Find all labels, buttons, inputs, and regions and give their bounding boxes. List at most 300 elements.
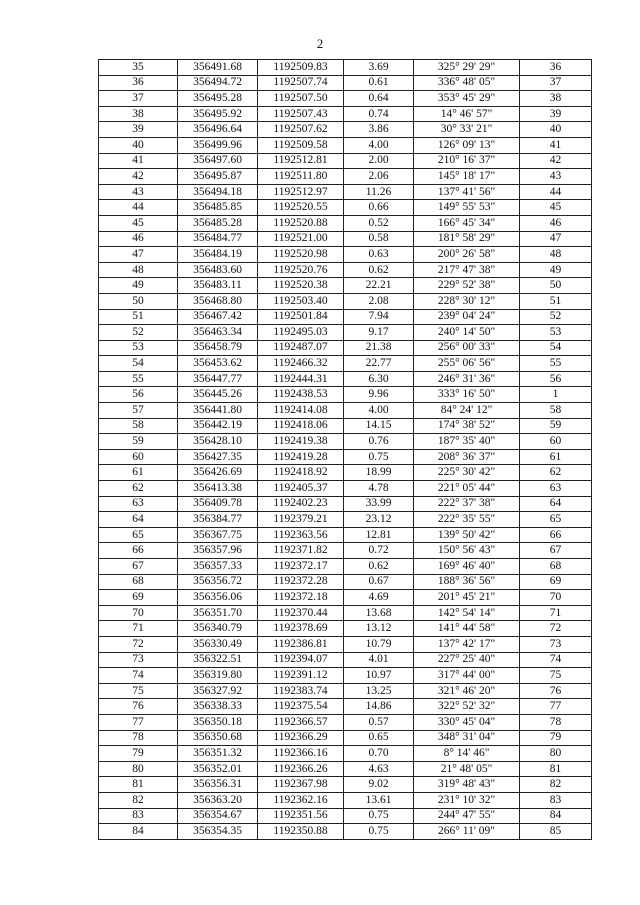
cell-x-coordinate: 356350.18	[178, 714, 258, 730]
cell-distance: 0.63	[344, 247, 414, 263]
table-row	[99, 325, 592, 341]
cell-x-coordinate: 356322.51	[178, 652, 258, 668]
cell-bearing: 169° 46' 40"	[414, 559, 520, 575]
cell-bearing: 231° 10' 32"	[414, 792, 520, 808]
cell-next-point: 63	[520, 481, 592, 497]
cell-x-coordinate: 356427.35	[178, 449, 258, 465]
cell-x-coordinate: 356495.92	[178, 106, 258, 122]
cell-x-coordinate: 356495.87	[178, 169, 258, 185]
table-row	[99, 387, 592, 403]
cell-next-point: 59	[520, 418, 592, 434]
table-row	[99, 481, 592, 497]
cell-next-point: 49	[520, 262, 592, 278]
cell-next-point: 62	[520, 465, 592, 481]
cell-distance: 2.08	[344, 293, 414, 309]
cell-point-number: 60	[99, 449, 178, 465]
cell-y-coordinate: 1192378.69	[258, 621, 344, 637]
cell-y-coordinate: 1192418.92	[258, 465, 344, 481]
cell-x-coordinate: 356354.67	[178, 808, 258, 824]
table-row	[99, 278, 592, 294]
cell-y-coordinate: 1192366.16	[258, 746, 344, 762]
cell-point-number: 42	[99, 169, 178, 185]
table-row	[99, 200, 592, 216]
cell-x-coordinate: 356351.70	[178, 605, 258, 621]
cell-bearing: 221° 05' 44"	[414, 481, 520, 497]
cell-y-coordinate: 1192371.82	[258, 543, 344, 559]
cell-bearing: 321° 46' 20"	[414, 683, 520, 699]
cell-point-number: 61	[99, 465, 178, 481]
cell-x-coordinate: 356351.32	[178, 746, 258, 762]
cell-point-number: 59	[99, 434, 178, 450]
cell-y-coordinate: 1192370.44	[258, 605, 344, 621]
cell-point-number: 38	[99, 106, 178, 122]
cell-bearing: 208° 36' 37"	[414, 449, 520, 465]
cell-point-number: 58	[99, 418, 178, 434]
cell-bearing: 150° 56' 43"	[414, 543, 520, 559]
cell-bearing: 188° 36' 56"	[414, 574, 520, 590]
cell-bearing: 187° 35' 40"	[414, 434, 520, 450]
cell-y-coordinate: 1192372.18	[258, 590, 344, 606]
cell-point-number: 80	[99, 761, 178, 777]
cell-point-number: 56	[99, 387, 178, 403]
cell-bearing: 239° 04' 24"	[414, 309, 520, 325]
cell-bearing: 217° 47' 38"	[414, 262, 520, 278]
cell-y-coordinate: 1192362.16	[258, 792, 344, 808]
table-row	[99, 683, 592, 699]
cell-next-point: 54	[520, 340, 592, 356]
cell-bearing: 229° 52' 38"	[414, 278, 520, 294]
cell-next-point: 39	[520, 106, 592, 122]
cell-distance: 4.00	[344, 137, 414, 153]
cell-distance: 0.57	[344, 714, 414, 730]
cell-x-coordinate: 356484.19	[178, 247, 258, 263]
table-row	[99, 449, 592, 465]
cell-point-number: 77	[99, 714, 178, 730]
cell-bearing: 166° 45' 34"	[414, 215, 520, 231]
cell-next-point: 52	[520, 309, 592, 325]
cell-y-coordinate: 1192366.29	[258, 730, 344, 746]
cell-next-point: 51	[520, 293, 592, 309]
cell-bearing: 266° 11' 09"	[414, 824, 520, 840]
cell-next-point: 71	[520, 605, 592, 621]
table-row	[99, 605, 592, 621]
cell-y-coordinate: 1192372.17	[258, 559, 344, 575]
cell-bearing: 141° 44' 58"	[414, 621, 520, 637]
cell-bearing: 325° 29' 29"	[414, 60, 520, 76]
cell-y-coordinate: 1192366.57	[258, 714, 344, 730]
cell-y-coordinate: 1192507.62	[258, 122, 344, 138]
cell-distance: 22.77	[344, 356, 414, 372]
cell-x-coordinate: 356468.80	[178, 293, 258, 309]
cell-point-number: 40	[99, 137, 178, 153]
cell-x-coordinate: 356458.79	[178, 340, 258, 356]
cell-y-coordinate: 1192350.88	[258, 824, 344, 840]
cell-y-coordinate: 1192419.28	[258, 449, 344, 465]
cell-point-number: 84	[99, 824, 178, 840]
cell-distance: 10.97	[344, 668, 414, 684]
cell-y-coordinate: 1192507.74	[258, 75, 344, 91]
cell-next-point: 40	[520, 122, 592, 138]
cell-point-number: 55	[99, 371, 178, 387]
cell-bearing: 255° 06' 56"	[414, 356, 520, 372]
cell-x-coordinate: 356491.68	[178, 60, 258, 76]
cell-x-coordinate: 356384.77	[178, 512, 258, 528]
cell-y-coordinate: 1192501.84	[258, 309, 344, 325]
cell-distance: 10.79	[344, 636, 414, 652]
cell-next-point: 72	[520, 621, 592, 637]
cell-x-coordinate: 356413.38	[178, 481, 258, 497]
cell-bearing: 228° 30' 12"	[414, 293, 520, 309]
cell-x-coordinate: 356426.69	[178, 465, 258, 481]
cell-bearing: 246° 31' 36"	[414, 371, 520, 387]
cell-point-number: 48	[99, 262, 178, 278]
cell-point-number: 70	[99, 605, 178, 621]
cell-x-coordinate: 356319.80	[178, 668, 258, 684]
cell-distance: 9.02	[344, 777, 414, 793]
cell-x-coordinate: 356447.77	[178, 371, 258, 387]
cell-distance: 0.64	[344, 91, 414, 107]
cell-x-coordinate: 356338.33	[178, 699, 258, 715]
cell-point-number: 35	[99, 60, 178, 76]
cell-y-coordinate: 1192386.81	[258, 636, 344, 652]
cell-point-number: 41	[99, 153, 178, 169]
cell-y-coordinate: 1192366.26	[258, 761, 344, 777]
cell-x-coordinate: 356354.35	[178, 824, 258, 840]
cell-next-point: 76	[520, 683, 592, 699]
cell-next-point: 55	[520, 356, 592, 372]
cell-x-coordinate: 356497.60	[178, 153, 258, 169]
cell-x-coordinate: 356495.28	[178, 91, 258, 107]
cell-y-coordinate: 1192351.56	[258, 808, 344, 824]
cell-y-coordinate: 1192507.43	[258, 106, 344, 122]
table-row	[99, 137, 592, 153]
cell-distance: 13.68	[344, 605, 414, 621]
cell-next-point: 68	[520, 559, 592, 575]
cell-distance: 2.00	[344, 153, 414, 169]
table-row	[99, 496, 592, 512]
cell-x-coordinate: 356485.28	[178, 215, 258, 231]
cell-next-point: 77	[520, 699, 592, 715]
cell-y-coordinate: 1192512.97	[258, 184, 344, 200]
table-row	[99, 91, 592, 107]
cell-next-point: 58	[520, 403, 592, 419]
cell-distance: 13.12	[344, 621, 414, 637]
table-row	[99, 340, 592, 356]
table-row	[99, 403, 592, 419]
cell-bearing: 200° 26' 58"	[414, 247, 520, 263]
cell-y-coordinate: 1192402.23	[258, 496, 344, 512]
cell-next-point: 82	[520, 777, 592, 793]
cell-next-point: 37	[520, 75, 592, 91]
cell-next-point: 38	[520, 91, 592, 107]
cell-x-coordinate: 356453.62	[178, 356, 258, 372]
cell-y-coordinate: 1192509.83	[258, 60, 344, 76]
cell-distance: 0.76	[344, 434, 414, 450]
cell-point-number: 69	[99, 590, 178, 606]
cell-y-coordinate: 1192520.98	[258, 247, 344, 263]
cell-point-number: 47	[99, 247, 178, 263]
cell-y-coordinate: 1192495.03	[258, 325, 344, 341]
cell-y-coordinate: 1192511.80	[258, 169, 344, 185]
cell-distance: 2.06	[344, 169, 414, 185]
cell-distance: 14.15	[344, 418, 414, 434]
cell-bearing: 240° 14' 50"	[414, 325, 520, 341]
table-row	[99, 418, 592, 434]
page-number: 2	[316, 36, 324, 51]
table-row	[99, 652, 592, 668]
cell-y-coordinate: 1192363.56	[258, 527, 344, 543]
cell-y-coordinate: 1192383.74	[258, 683, 344, 699]
cell-point-number: 79	[99, 746, 178, 762]
cell-x-coordinate: 356350.68	[178, 730, 258, 746]
cell-y-coordinate: 1192418.06	[258, 418, 344, 434]
cell-y-coordinate: 1192520.76	[258, 262, 344, 278]
cell-y-coordinate: 1192520.55	[258, 200, 344, 216]
cell-distance: 0.66	[344, 200, 414, 216]
cell-point-number: 39	[99, 122, 178, 138]
cell-distance: 0.75	[344, 824, 414, 840]
cell-bearing: 174° 38' 52"	[414, 418, 520, 434]
cell-y-coordinate: 1192507.50	[258, 91, 344, 107]
cell-next-point: 47	[520, 231, 592, 247]
cell-x-coordinate: 356484.77	[178, 231, 258, 247]
table-row	[99, 512, 592, 528]
cell-next-point: 44	[520, 184, 592, 200]
cell-bearing: 348° 31' 04"	[414, 730, 520, 746]
cell-distance: 7.94	[344, 309, 414, 325]
cell-point-number: 46	[99, 231, 178, 247]
cell-point-number: 50	[99, 293, 178, 309]
cell-next-point: 67	[520, 543, 592, 559]
cell-bearing: 137° 41' 56"	[414, 184, 520, 200]
cell-distance: 21.38	[344, 340, 414, 356]
cell-y-coordinate: 1192414.08	[258, 403, 344, 419]
coordinates-table	[98, 59, 592, 840]
cell-distance: 14.86	[344, 699, 414, 715]
cell-point-number: 36	[99, 75, 178, 91]
cell-next-point: 73	[520, 636, 592, 652]
cell-y-coordinate: 1192379.21	[258, 512, 344, 528]
cell-bearing: 322° 52' 32"	[414, 699, 520, 715]
cell-x-coordinate: 356356.72	[178, 574, 258, 590]
cell-x-coordinate: 356442.19	[178, 418, 258, 434]
table-row	[99, 371, 592, 387]
cell-point-number: 45	[99, 215, 178, 231]
cell-bearing: 256° 00' 33"	[414, 340, 520, 356]
cell-x-coordinate: 356494.18	[178, 184, 258, 200]
cell-distance: 0.65	[344, 730, 414, 746]
cell-next-point: 80	[520, 746, 592, 762]
cell-bearing: 225° 30' 42"	[414, 465, 520, 481]
table-row	[99, 636, 592, 652]
cell-bearing: 14° 46' 57"	[414, 106, 520, 122]
cell-next-point: 74	[520, 652, 592, 668]
cell-next-point: 84	[520, 808, 592, 824]
cell-distance: 3.69	[344, 60, 414, 76]
cell-distance: 18.99	[344, 465, 414, 481]
table-row	[99, 761, 592, 777]
cell-x-coordinate: 356367.75	[178, 527, 258, 543]
table-row	[99, 792, 592, 808]
cell-point-number: 81	[99, 777, 178, 793]
cell-y-coordinate: 1192520.88	[258, 215, 344, 231]
cell-y-coordinate: 1192394.07	[258, 652, 344, 668]
cell-bearing: 227° 25' 40"	[414, 652, 520, 668]
cell-distance: 0.61	[344, 75, 414, 91]
cell-bearing: 317° 44' 00"	[414, 668, 520, 684]
table-row	[99, 106, 592, 122]
cell-bearing: 210° 16' 37"	[414, 153, 520, 169]
cell-x-coordinate: 356330.49	[178, 636, 258, 652]
cell-distance: 0.62	[344, 559, 414, 575]
cell-x-coordinate: 356340.79	[178, 621, 258, 637]
cell-y-coordinate: 1192391.12	[258, 668, 344, 684]
cell-y-coordinate: 1192444.31	[258, 371, 344, 387]
cell-bearing: 149° 55' 53"	[414, 200, 520, 216]
cell-distance: 0.70	[344, 746, 414, 762]
cell-point-number: 72	[99, 636, 178, 652]
table-body	[99, 60, 592, 840]
cell-y-coordinate: 1192503.40	[258, 293, 344, 309]
cell-point-number: 49	[99, 278, 178, 294]
cell-x-coordinate: 356445.26	[178, 387, 258, 403]
cell-x-coordinate: 356463.34	[178, 325, 258, 341]
cell-bearing: 336° 48' 05"	[414, 75, 520, 91]
cell-next-point: 46	[520, 215, 592, 231]
cell-distance: 4.00	[344, 403, 414, 419]
table-row	[99, 262, 592, 278]
table-row	[99, 808, 592, 824]
cell-next-point: 1	[520, 387, 592, 403]
cell-distance: 0.67	[344, 574, 414, 590]
cell-next-point: 64	[520, 496, 592, 512]
cell-bearing: 137° 42' 17"	[414, 636, 520, 652]
table-row	[99, 746, 592, 762]
cell-bearing: 145° 18' 17"	[414, 169, 520, 185]
cell-point-number: 66	[99, 543, 178, 559]
cell-bearing: 142° 54' 14"	[414, 605, 520, 621]
cell-next-point: 61	[520, 449, 592, 465]
cell-next-point: 85	[520, 824, 592, 840]
cell-point-number: 74	[99, 668, 178, 684]
cell-x-coordinate: 356356.06	[178, 590, 258, 606]
cell-distance: 0.72	[344, 543, 414, 559]
cell-bearing: 333° 16' 50"	[414, 387, 520, 403]
table-row	[99, 668, 592, 684]
cell-point-number: 68	[99, 574, 178, 590]
table-row	[99, 356, 592, 372]
cell-distance: 0.74	[344, 106, 414, 122]
cell-bearing: 30° 33' 21"	[414, 122, 520, 138]
cell-point-number: 64	[99, 512, 178, 528]
table-row	[99, 465, 592, 481]
cell-point-number: 54	[99, 356, 178, 372]
cell-point-number: 73	[99, 652, 178, 668]
cell-point-number: 44	[99, 200, 178, 216]
cell-bearing: 330° 45' 04"	[414, 714, 520, 730]
cell-bearing: 353° 45' 29"	[414, 91, 520, 107]
cell-point-number: 51	[99, 309, 178, 325]
table-row	[99, 293, 592, 309]
cell-distance: 0.75	[344, 449, 414, 465]
cell-next-point: 56	[520, 371, 592, 387]
table-row	[99, 231, 592, 247]
table-row	[99, 184, 592, 200]
cell-next-point: 79	[520, 730, 592, 746]
cell-x-coordinate: 356352.01	[178, 761, 258, 777]
cell-x-coordinate: 356494.72	[178, 75, 258, 91]
cell-x-coordinate: 356428.10	[178, 434, 258, 450]
cell-point-number: 71	[99, 621, 178, 637]
cell-distance: 3.86	[344, 122, 414, 138]
cell-x-coordinate: 356467.42	[178, 309, 258, 325]
cell-bearing: 222° 37' 38"	[414, 496, 520, 512]
cell-point-number: 43	[99, 184, 178, 200]
cell-distance: 0.62	[344, 262, 414, 278]
cell-next-point: 48	[520, 247, 592, 263]
cell-distance: 4.63	[344, 761, 414, 777]
table-row	[99, 574, 592, 590]
cell-bearing: 319° 48' 43"	[414, 777, 520, 793]
table-row	[99, 153, 592, 169]
cell-y-coordinate: 1192438.53	[258, 387, 344, 403]
cell-point-number: 82	[99, 792, 178, 808]
cell-point-number: 53	[99, 340, 178, 356]
cell-bearing: 84° 24' 12"	[414, 403, 520, 419]
cell-distance: 9.17	[344, 325, 414, 341]
cell-next-point: 41	[520, 137, 592, 153]
cell-distance: 13.61	[344, 792, 414, 808]
cell-y-coordinate: 1192367.98	[258, 777, 344, 793]
cell-next-point: 53	[520, 325, 592, 341]
cell-next-point: 42	[520, 153, 592, 169]
cell-x-coordinate: 356357.33	[178, 559, 258, 575]
table-row	[99, 699, 592, 715]
cell-distance: 13.25	[344, 683, 414, 699]
cell-point-number: 37	[99, 91, 178, 107]
cell-x-coordinate: 356496.64	[178, 122, 258, 138]
table-row	[99, 215, 592, 231]
cell-next-point: 43	[520, 169, 592, 185]
cell-next-point: 50	[520, 278, 592, 294]
cell-next-point: 83	[520, 792, 592, 808]
cell-distance: 22.21	[344, 278, 414, 294]
cell-point-number: 67	[99, 559, 178, 575]
cell-distance: 9.96	[344, 387, 414, 403]
cell-distance: 12.81	[344, 527, 414, 543]
cell-bearing: 222° 35' 55"	[414, 512, 520, 528]
cell-next-point: 78	[520, 714, 592, 730]
cell-distance: 0.75	[344, 808, 414, 824]
cell-x-coordinate: 356441.80	[178, 403, 258, 419]
cell-next-point: 65	[520, 512, 592, 528]
cell-y-coordinate: 1192466.32	[258, 356, 344, 372]
table-row	[99, 434, 592, 450]
cell-x-coordinate: 356483.11	[178, 278, 258, 294]
cell-x-coordinate: 356485.85	[178, 200, 258, 216]
cell-point-number: 57	[99, 403, 178, 419]
table-row	[99, 527, 592, 543]
table-row	[99, 824, 592, 840]
cell-x-coordinate: 356499.96	[178, 137, 258, 153]
cell-x-coordinate: 356483.60	[178, 262, 258, 278]
table-row	[99, 122, 592, 138]
cell-bearing: 201° 45' 21"	[414, 590, 520, 606]
cell-point-number: 76	[99, 699, 178, 715]
cell-x-coordinate: 356363.20	[178, 792, 258, 808]
cell-next-point: 60	[520, 434, 592, 450]
table-row	[99, 169, 592, 185]
